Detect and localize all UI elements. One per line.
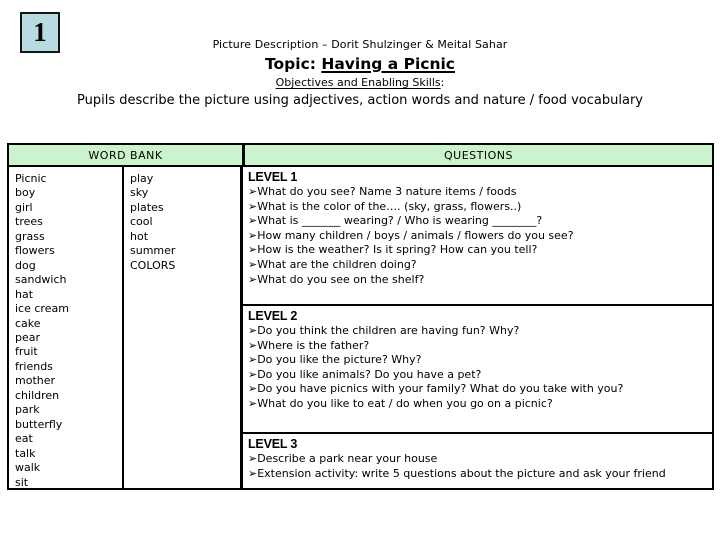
- word-bank-item: sandwich: [15, 273, 67, 287]
- word-bank-item: summer: [130, 244, 176, 258]
- page-number: 1: [33, 17, 47, 47]
- topic-line: [0, 55, 720, 73]
- word-bank-item: pear: [15, 330, 41, 344]
- word-bank-item: sky: [130, 186, 149, 200]
- level-2-title: LEVEL 2: [248, 309, 298, 323]
- question-item: ➢What is the color of the…. (sky, grass, flowers..): [248, 199, 522, 213]
- objectives-colon: :: [440, 76, 445, 89]
- word-bank-item: dog: [15, 258, 36, 272]
- word-bank-item: hat: [15, 287, 34, 301]
- word-bank-item: play: [130, 172, 154, 185]
- header-block: [0, 38, 720, 108]
- word-bank-item: hot: [130, 229, 149, 243]
- word-bank-item: children: [15, 388, 60, 402]
- question-item: ➢Do you think the children are having fun? Why?: [248, 324, 520, 337]
- question-item: ➢Describe a park near your house: [248, 452, 438, 465]
- word-bank-item: fruit: [15, 345, 38, 359]
- question-item: ➢Do you like animals? Do you have a pet?: [248, 367, 482, 381]
- table-body-row: [9, 167, 712, 488]
- byline: Picture Description – Dorit Shulzinger & Meital Sahar: [212, 38, 508, 51]
- questions-column: [243, 167, 712, 488]
- word-bank-item: talk: [15, 446, 36, 460]
- topic-label: Topic:: [265, 55, 322, 73]
- question-item: ➢What do you like to eat / do when you go on a picnic?: [248, 396, 553, 410]
- word-bank-item: mother: [15, 374, 56, 388]
- word-bank-item: sit: [15, 475, 29, 489]
- word-bank-column-1: [9, 167, 124, 488]
- level-3-title: LEVEL 3: [248, 437, 298, 451]
- word-bank-item: eat: [15, 432, 33, 446]
- word-bank-header-cell: WORD BANK: [9, 145, 245, 165]
- question-item: ➢Extension activity: write 5 questions about the picture and ask your friend: [248, 466, 666, 480]
- level-2-section: [243, 306, 712, 434]
- worksheet-table: [7, 143, 714, 490]
- question-item: ➢How many children / boys / animals / flowers do you see?: [248, 228, 574, 242]
- objective-description: Pupils describe the picture using adjectives, action words and nature / food vocabulary: [77, 93, 643, 108]
- level-1-questions: [248, 185, 706, 287]
- word-bank-item: friends: [15, 359, 53, 373]
- table-header-row: [9, 145, 712, 167]
- level-1-section: [243, 167, 712, 306]
- word-bank-item: COLORS: [130, 258, 176, 272]
- word-bank-item: cake: [15, 316, 41, 330]
- word-bank-item: cool: [130, 215, 153, 229]
- word-bank-item: butterfly: [15, 417, 63, 431]
- question-item: ➢Where is the father?: [248, 338, 370, 352]
- word-bank-item: girl: [15, 200, 33, 214]
- word-bank-item: walk: [15, 461, 41, 475]
- word-bank-item: trees: [15, 215, 43, 229]
- question-item: ➢What is _______ wearing? / Who is wearing ________?: [248, 214, 543, 228]
- question-item: ➢How is the weather? Is it spring? How can you tell?: [248, 243, 538, 257]
- level-2-questions: [248, 324, 706, 412]
- objectives-line: [0, 76, 720, 89]
- topic-value: Having a Picnic: [321, 55, 455, 73]
- level-3-section: [243, 434, 712, 488]
- question-item: ➢What are the children doing?: [248, 257, 417, 271]
- question-item: ➢What do you see? Name 3 nature items / foods: [248, 185, 517, 198]
- word-bank-item: park: [15, 403, 40, 417]
- level-1-title: LEVEL 1: [248, 170, 298, 184]
- word-bank-column-2: [124, 167, 243, 488]
- questions-header-cell: QUESTIONS: [245, 145, 712, 165]
- question-item: ➢Do you like the picture? Why?: [248, 353, 422, 367]
- word-bank-item: Picnic: [15, 172, 47, 185]
- word-bank-item: flowers: [15, 244, 55, 258]
- objectives-label: Objectives and Enabling Skills: [275, 76, 441, 89]
- question-item: ➢Do you have picnics with your family? What do you take with you?: [248, 382, 624, 396]
- level-3-questions: [248, 452, 706, 481]
- word-bank-item: boy: [15, 186, 36, 200]
- word-bank-item: ice cream: [15, 302, 69, 316]
- word-bank-item: plates: [130, 200, 164, 214]
- question-item: ➢What do you see on the shelf?: [248, 272, 425, 286]
- word-bank-item: grass: [15, 229, 45, 243]
